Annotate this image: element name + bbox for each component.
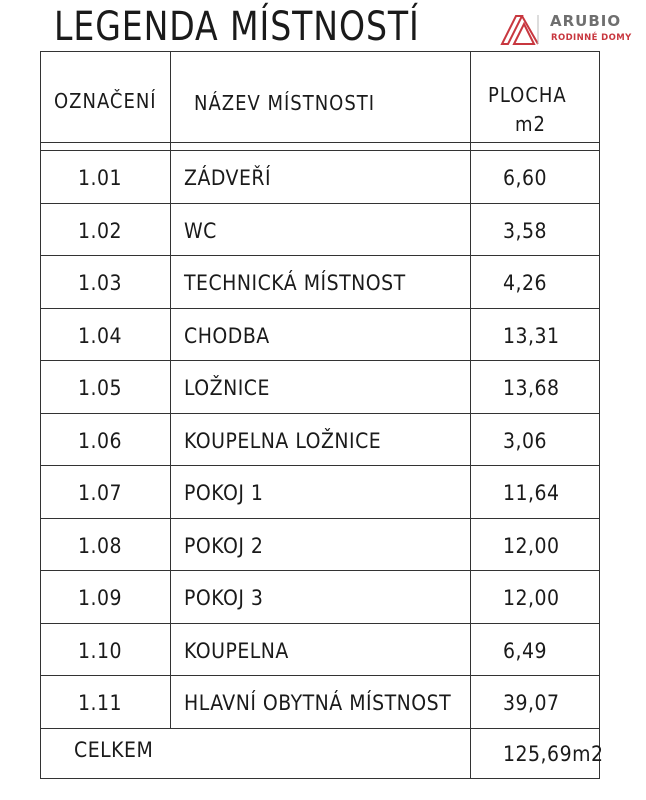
- room-area: 6,49: [503, 638, 548, 663]
- header-area: PLOCHA: [488, 83, 567, 107]
- room-name: POKOJ 1: [184, 481, 264, 505]
- room-name: HLAVNÍ OBYTNÁ MÍSTNOST: [184, 691, 452, 715]
- room-area: 3,06: [503, 428, 548, 453]
- room-name: TECHNICKÁ MÍSTNOST: [184, 271, 406, 295]
- total-label: CELKEM: [74, 737, 154, 762]
- room-code: 1.11: [78, 691, 123, 715]
- header-divider: [40, 150, 600, 151]
- room-name: POKOJ 3: [184, 586, 264, 610]
- room-area: 4,26: [503, 271, 548, 295]
- row-divider: [40, 465, 600, 466]
- room-area: 13,31: [503, 323, 560, 348]
- room-code: 1.09: [78, 586, 123, 610]
- row-divider: [40, 308, 600, 309]
- header-name: NÁZEV MÍSTNOSTI: [194, 91, 376, 115]
- logo-tagline: RODINNÉ DOMY: [551, 33, 632, 43]
- room-code: 1.10: [78, 638, 123, 663]
- arubio-logo-icon: [500, 12, 542, 46]
- room-code: 1.01: [78, 166, 123, 190]
- room-code: 1.06: [78, 428, 123, 453]
- room-legend-table: [40, 51, 604, 779]
- room-code: 1.05: [78, 376, 123, 400]
- row-divider: [40, 255, 600, 256]
- row-divider: [40, 623, 600, 624]
- room-area: 3,58: [503, 218, 548, 243]
- page-title: LEGENDA MÍSTNOSTÍ: [54, 4, 420, 50]
- room-area: 13,68: [503, 376, 560, 400]
- table-border: [40, 51, 600, 779]
- room-area: 12,00: [503, 586, 560, 610]
- header-divider: [40, 142, 600, 143]
- room-name: WC: [184, 218, 217, 243]
- logo-brand: ARUBIO: [550, 12, 622, 30]
- room-area: 6,60: [503, 166, 548, 190]
- row-divider: [40, 203, 600, 204]
- room-code: 1.04: [78, 323, 123, 348]
- total-area: 125,69m2: [503, 741, 604, 766]
- room-code: 1.08: [78, 533, 123, 558]
- room-name: LOŽNICE: [184, 376, 270, 400]
- row-divider: [40, 413, 600, 414]
- room-name: KOUPELNA LOŽNICE: [184, 428, 382, 453]
- room-area: 39,07: [503, 691, 560, 715]
- row-divider: [40, 570, 600, 571]
- room-name: POKOJ 2: [184, 533, 264, 558]
- room-area: 12,00: [503, 533, 560, 558]
- row-divider: [40, 675, 600, 676]
- column-divider: [470, 51, 471, 779]
- column-divider: [170, 51, 171, 728]
- total-divider: [40, 728, 600, 729]
- header-code: OZNAČENÍ: [54, 89, 157, 113]
- room-name: CHODBA: [184, 323, 270, 348]
- company-logo: [500, 12, 640, 46]
- room-name: KOUPELNA: [184, 638, 289, 663]
- header-area-unit: m2: [515, 112, 546, 136]
- room-code: 1.03: [78, 271, 123, 295]
- room-code: 1.02: [78, 218, 123, 243]
- room-name: ZÁDVEŘÍ: [184, 166, 272, 190]
- row-divider: [40, 360, 600, 361]
- row-divider: [40, 518, 600, 519]
- room-code: 1.07: [78, 481, 123, 505]
- room-area: 11,64: [503, 481, 560, 505]
